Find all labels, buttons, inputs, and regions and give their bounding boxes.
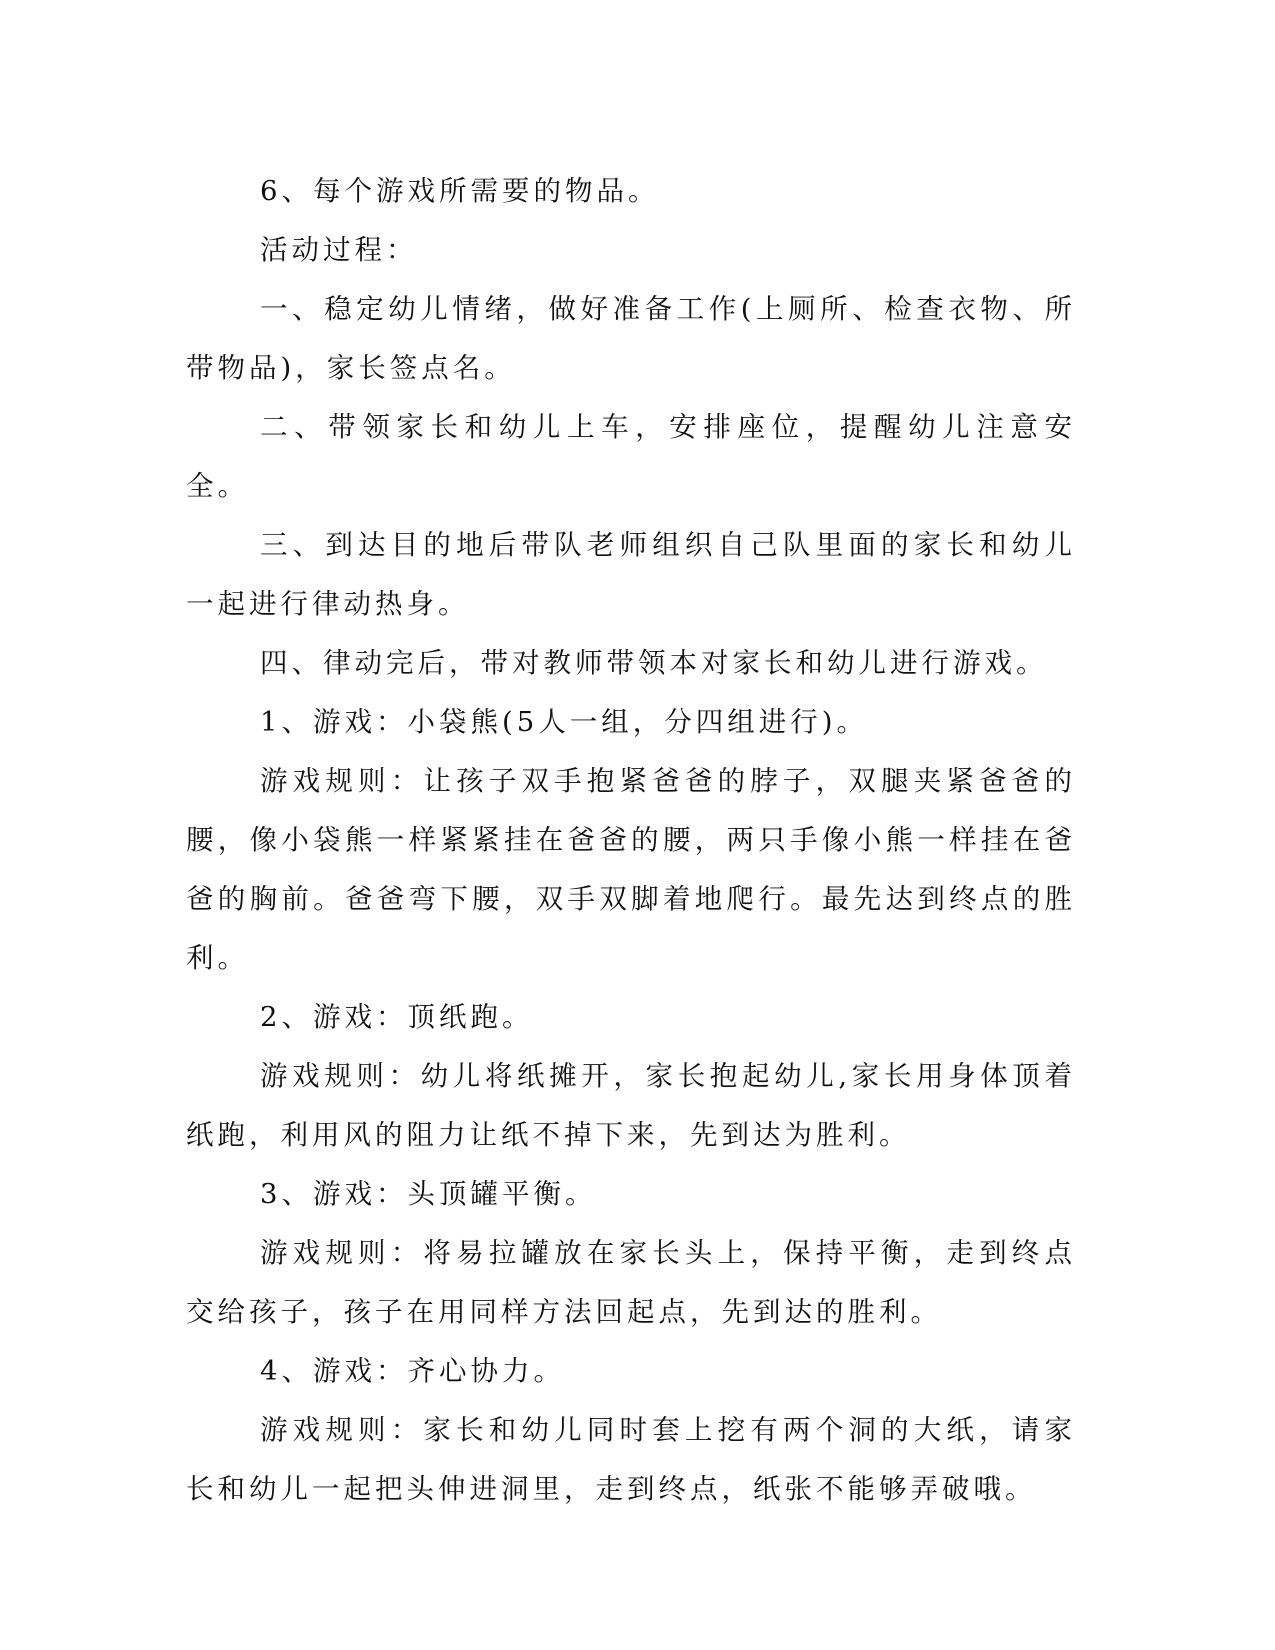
paragraph-activity-process: 活动过程： xyxy=(260,234,418,266)
document-body xyxy=(186,162,1076,1519)
paragraph-game-1-title: 1、游戏：小袋熊(5人一组，分四组进行)。 xyxy=(260,706,868,738)
paragraph-step-3: 三、到达目的地后带队老师组织自己队里面的家长和幼儿一起进行律动热身。 xyxy=(186,529,1076,620)
paragraph-game-4-title: 4、游戏：齐心协力。 xyxy=(260,1355,565,1387)
paragraph-step-2: 二、带领家长和幼儿上车，安排座位，提醒幼儿注意安全。 xyxy=(186,411,1076,502)
paragraph-step-4: 四、律动完后，带对教师带领本对家长和幼儿进行游戏。 xyxy=(260,647,1048,679)
paragraph-step-1: 一、稳定幼儿情绪，做好准备工作(上厕所、检查衣物、所带物品)，家长签点名。 xyxy=(186,293,1076,384)
paragraph-item-6: 6、每个游戏所需要的物品。 xyxy=(260,175,660,207)
paragraph-game-4-rules: 游戏规则：家长和幼儿同时套上挖有两个洞的大纸，请家长和幼儿一起把头伸进洞里，走到终点，纸张不能够弄破哦。 xyxy=(186,1414,1076,1505)
paragraph-game-1-rules: 游戏规则：让孩子双手抱紧爸爸的脖子，双腿夹紧爸爸的腰，像小袋熊一样紧紧挂在爸爸的腰，两只手像小熊一样挂在爸爸的胸前。爸爸弯下腰，双手双脚着地爬行。最先达到终点的胜利。 xyxy=(186,765,1076,974)
paragraph-game-3-title: 3、游戏：头顶罐平衡。 xyxy=(260,1178,597,1210)
paragraph-game-2-rules: 游戏规则：幼儿将纸摊开，家长抱起幼儿,家长用身体顶着纸跑，利用风的阻力让纸不掉下来，先到达为胜利。 xyxy=(186,1060,1076,1151)
paragraph-game-2-title: 2、游戏：顶纸跑。 xyxy=(260,1001,534,1033)
paragraph-game-3-rules: 游戏规则：将易拉罐放在家长头上，保持平衡，走到终点交给孩子，孩子在用同样方法回起点，先到达的胜利。 xyxy=(186,1237,1076,1328)
